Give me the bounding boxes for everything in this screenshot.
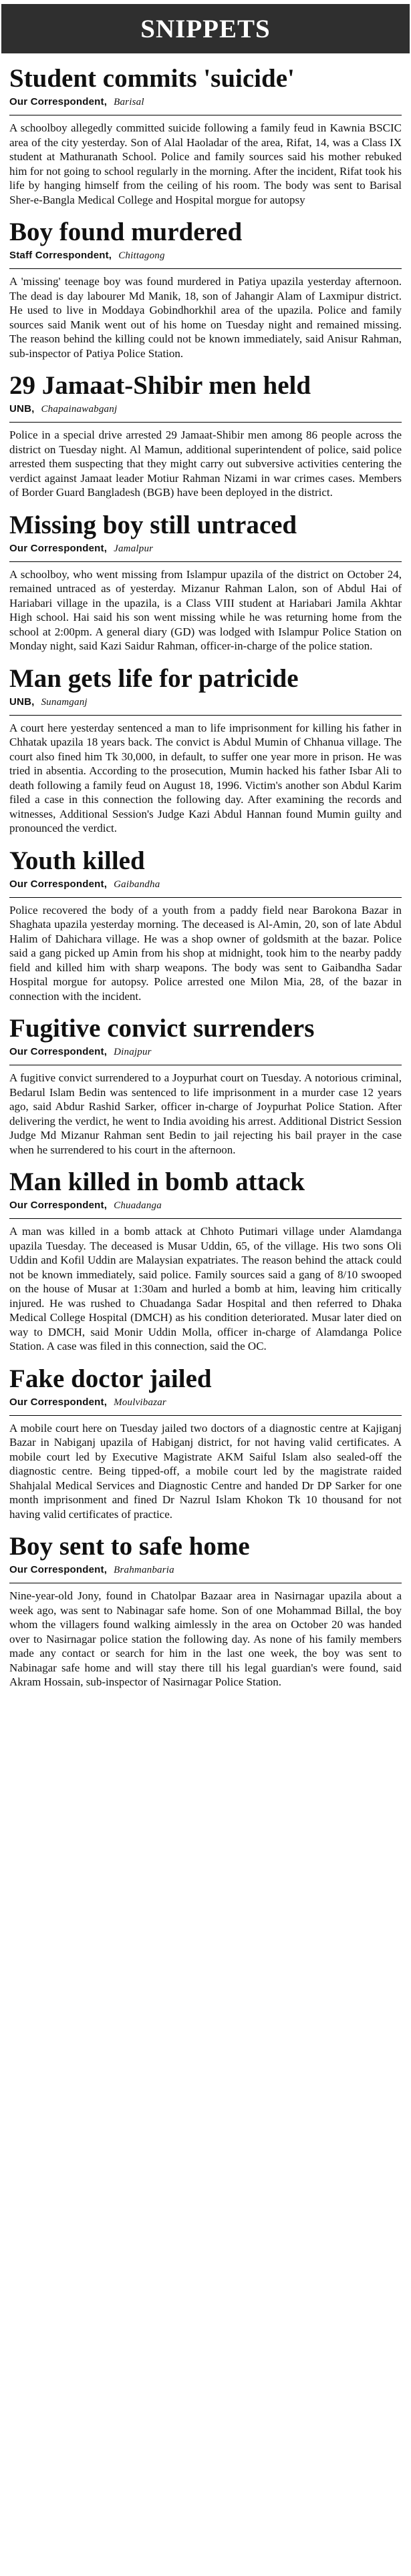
story-headline: Boy sent to safe home bbox=[9, 1532, 250, 1561]
story-body: A mobile court here on Tuesday jailed two doctors of a diagnostic centre at Kajiganj Bazar in Nabiganj upazila of Habiganj district, for not having valid certificates. A mobile court led by Executive Magistrate AKM Saiful Islam also sealed-off the diagnostic centre. Being tipped-off, a mobile court led by the magistrate raided Shahjalal Medical Services and Diagnostic Centre and handed Dr DP Sarker for one month imprisonment and fined Dr Nazrul Islam Khokon Tk 10 thousand for not having valid certificates of practice. bbox=[9, 1421, 402, 1521]
story-byline bbox=[9, 1396, 402, 1408]
story-3 bbox=[1, 511, 410, 654]
story-body: A man was killed in a bomb attack at Chhoto Putimari village under Alamdanga upazila Tuesday. The deceased is Musar Uddin, 65, of the village. His two sons Oli Uddin and Kofil Uddin are Malaysian expatriates. The reason behind the attack could not be known immediately, said police. Family sources said a gang of 8/10 swooped on the house of Musar at 1:30am and hurled a bomb at him, leaving him critically injured. He was rushed to Chuadanga Sadar Hospital and then referred to Dhaka Medical College Hospital (DMCH) as his condition deteriorated. Musar later died on way to DMCH, said Monir Uddin Molla, officer in-charge of Alamdanga Police Station. A case was filed in this connection, said the OC. bbox=[9, 1225, 402, 1352]
byline-place: Gaibandha bbox=[114, 878, 160, 890]
byline-place: Moulvibazar bbox=[114, 1396, 166, 1408]
story-body: A fugitive convict surrendered to a Joypurhat court on Tuesday. A notorious criminal, Bedarul Islam Bedin was sentenced to life imprisonment in a murder case 12 years ago, said Abdur Rashid Sarker, officer in-charge of Joypurhat Police Station. After delivering the verdict, he went to India avoiding his arrest. Additional District Session Judge Md Mizanur Rahman sent Bedin to jail rejecting his bail prayer in the case when he surrendered to his court in the afternoon. bbox=[9, 1071, 402, 1156]
story-body: Nine-year-old Jony, found in Chatolpar Bazaar area in Nasirnagar upazila about a week ago, was sent to Nabinagar safe home. Son of one Mohammad Billal, the boy whom the villagers found walking aimlessly in the area on October 20 was handed over to Nasirnagar police station the following day. As none of his family members made any contact or search for him in the last one week, the boy was sent to Nabinagar safe home and will stay there till his legal guardian's were found, said Akram Hossain, sub-inspector of Nasirnagar Police Station. bbox=[9, 1589, 402, 1688]
story-7 bbox=[1, 1168, 410, 1354]
byline-place: Sunamganj bbox=[41, 696, 88, 708]
story-4 bbox=[1, 664, 410, 836]
story-0 bbox=[1, 64, 410, 207]
story-headline: Student commits 'suicide' bbox=[9, 64, 295, 93]
byline-credit: Our Correspondent, bbox=[9, 1564, 108, 1575]
story-body: Police in a special drive arrested 29 Jamaat-Shibir men among 86 people across the district on Tuesday night. Al Mamun, additional superintendent of police, said police arrested them suspecting that they might carry out subversive activities centering the verdict against Jamaat leader Motiur Rahman Nizami in war crimes cases. Members of Border Guard Bangladesh (BGB) have been deployed in the district. bbox=[9, 429, 402, 499]
story-body: A schoolboy allegedly committed suicide following a family feud in Kawnia BSCIC area of the city yesterday. Son of Alal Haoladar of the area, Rifat, 14, was a Class IX student at Mathuranath School. Police and family sources said his mother rebuked him for not going to school regularly in the morning. After the incident, Rifat took his life by hanging himself from the ceiling of his room. The body was sent to Barisal Sher-e-Bangla Medical College and Hospital morgue for autopsy bbox=[9, 121, 402, 206]
byline-credit: Our Correspondent, bbox=[9, 878, 108, 890]
byline-credit: UNB, bbox=[9, 403, 35, 415]
divider bbox=[9, 897, 402, 898]
story-byline bbox=[9, 96, 402, 108]
story-headline: Man gets life for patricide bbox=[9, 664, 299, 693]
byline-credit: Our Correspondent, bbox=[9, 1396, 108, 1408]
story-headline: Fugitive convict surrenders bbox=[9, 1014, 315, 1043]
story-byline bbox=[9, 250, 402, 262]
byline-credit: Our Correspondent, bbox=[9, 96, 108, 107]
divider bbox=[9, 422, 402, 423]
story-6 bbox=[1, 1014, 410, 1157]
story-2 bbox=[1, 371, 410, 500]
byline-credit: Our Correspondent, bbox=[9, 1046, 108, 1057]
story-headline: Man killed in bomb attack bbox=[9, 1168, 305, 1196]
byline-credit: Our Correspondent, bbox=[9, 1200, 108, 1211]
story-body: Police recovered the body of a youth from a paddy field near Barokona Bazar in Shaghata upazila yesterday morning. The deceased is Al-Amin, 20, son of late Abdul Halim of Dahichara village. He was a shop owner of goldsmith at the bazar. Police said a gang picked up Amin from his shop at midnight, took him to the nearby paddy field and killed him with sharp weapons. The body was sent to Gaibandha Sadar Hospital morgue for autopsy. Police arrested one Milon Mia, 28, of the bazar in connection with the incident. bbox=[9, 903, 402, 1003]
section-banner bbox=[1, 4, 410, 53]
byline-place: Barisal bbox=[114, 97, 144, 107]
story-byline bbox=[9, 1046, 402, 1058]
byline-place: Jamalpur bbox=[114, 543, 154, 554]
byline-place: Brahmanbaria bbox=[114, 1565, 174, 1575]
byline-credit: UNB, bbox=[9, 696, 35, 708]
story-body: A schoolboy, who went missing from Islampur upazila of the district on October 24, remained untraced as of yesterday. Mizanur Rahman Lalon, son of Abdul Hai of Hariabari village in the upazila, is a Class VIII student at Hariabari Jamila Akhtar High school. Hai said his son went missing while he was returning home from the school at 2:00pm. A general diary (GD) was lodged with Islampur Police Station on Monday night, said Kazi Saidur Rahman, officer-in-charge of the police station. bbox=[9, 567, 402, 652]
story-headline: Youth killed bbox=[9, 846, 145, 875]
story-byline bbox=[9, 1564, 402, 1576]
byline-credit: Our Correspondent, bbox=[9, 542, 108, 554]
story-byline bbox=[9, 696, 402, 708]
story-byline bbox=[9, 543, 402, 555]
divider bbox=[9, 1218, 402, 1219]
story-byline bbox=[9, 878, 402, 890]
story-body: A 'missing' teenage boy was found murdered in Patiya upazila yesterday afternoon. The dead is day labourer Md Manik, 18, son of Jahangir Alam of Laxmipur district. He used to live in Moddaya Gobindhorkhil area of the upazila. Police and family sources said Manik went out of his home on Tuesday night and remained missing. The reason behind the killing could not be known immediately, said Anisur Rahman, sub-inspector of Patiya Police Station. bbox=[9, 275, 402, 360]
divider bbox=[9, 1415, 402, 1416]
story-9 bbox=[1, 1532, 410, 1690]
story-headline: Missing boy still untraced bbox=[9, 510, 297, 539]
section-title: SNIPPETS bbox=[140, 14, 271, 43]
byline-place: Chapainawabganj bbox=[41, 404, 118, 415]
story-headline: 29 Jamaat-Shibir men held bbox=[9, 371, 311, 400]
story-5 bbox=[1, 846, 410, 1004]
story-body: A court here yesterday sentenced a man to life imprisonment for killing his father in Chhatak upazila 18 years back. The convict is Abdul Mumin of Chhanua village. The court also fined him Tk 30,000, in default, to suffer one year more in prison. He was tried in absentia. According to the prosecution, Mumin hacked his father Isbar Ali to death following a family feud on August 18, 1996. Victim's another son Abdul Karim filed a case in this connection the following day. After examining the records and witnesses, Additional Session's Judge Kazi Abdul Hannan found Mumin guilty and pronounced the verdict. bbox=[9, 721, 402, 834]
page bbox=[0, 4, 411, 2576]
story-byline bbox=[9, 403, 402, 415]
byline-place: Chittagong bbox=[118, 250, 165, 261]
divider bbox=[9, 561, 402, 562]
byline-place: Dinajpur bbox=[114, 1047, 152, 1057]
story-headline: Fake doctor jailed bbox=[9, 1364, 212, 1393]
byline-credit: Staff Correspondent, bbox=[9, 250, 112, 261]
byline-place: Chuadanga bbox=[114, 1200, 162, 1211]
divider bbox=[9, 715, 402, 716]
story-1 bbox=[1, 218, 410, 360]
story-byline bbox=[9, 1200, 402, 1212]
story-8 bbox=[1, 1364, 410, 1522]
story-headline: Boy found murdered bbox=[9, 218, 243, 246]
divider bbox=[9, 268, 402, 269]
